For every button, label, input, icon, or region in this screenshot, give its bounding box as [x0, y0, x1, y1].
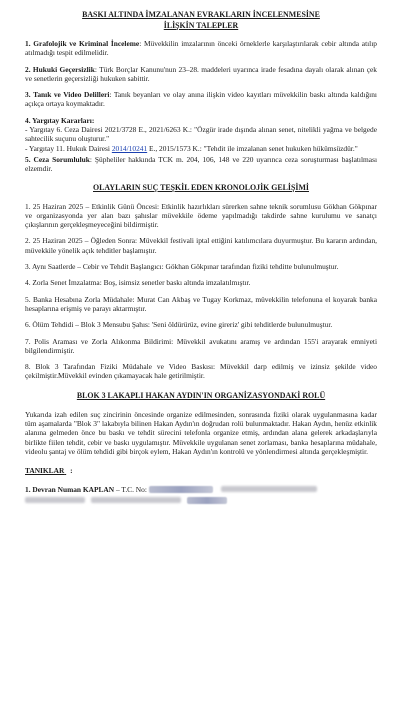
ceza-text: : Şüpheliler hakkında TCK m. 204, 106, 148 ve 220 uyarınca ceza soruşturması başlatılması elzemdir.: [25, 154, 377, 174]
request-label: Hukuki Geçersizlik: [32, 64, 95, 74]
yargitay-decision-2: [25, 144, 377, 153]
redacted-phone-number: [187, 497, 227, 504]
blurred-address-text: [91, 497, 181, 503]
blurred-address-text: [221, 486, 317, 492]
witnesses-colon: :: [70, 466, 73, 476]
decision-2-suffix: E., 2015/1573 K.: "Tehdit ile imzalanan senet hukuken hükümsüzdür.": [147, 143, 358, 153]
document-title: [25, 10, 377, 31]
section-title-role: BLOK 3 LAKAPLI HAKAN AYDIN'IN ORGANİZASYONDAKİ ROLÜ: [76, 390, 326, 400]
title-line-2: İLİŞKİN TALEPLER: [163, 20, 239, 30]
title-line-1: BASKI ALTINDA İMZALANAN EVRAKLARIN İNCELENMESİNE: [82, 10, 320, 19]
request-item-5: [25, 155, 377, 174]
request-item-4: [25, 116, 377, 153]
event-item-5: 5. Banka Hesabına Zorla Müdahale: Murat Can Akbaş ve Tugay Korkmaz, müvekkilin telefonuna el koyarak banka hesaplarına erişmiş ve parayı aktarmıştır.: [25, 294, 377, 313]
event-item-4: 4. Zorla Senet İmzalatma: Boş, isimsiz senetler baskı altında imzalatılmıştır.: [25, 278, 251, 288]
event-item-3: 3. Aynı Saatlerde – Cebir ve Tehdit Başlangıcı: Gökhan Gökpınar tarafından fiziki tehditte bulunulmuştur.: [25, 262, 339, 272]
request-item-2: [25, 65, 377, 84]
decision-2-link[interactable]: 2014/10241: [111, 143, 148, 153]
witness-1-name: 1. Devran Numan KAPLAN: [25, 484, 115, 494]
request-item-3: [25, 90, 377, 109]
witness-1-continuation: [25, 496, 377, 505]
request-number: 3.: [25, 90, 31, 100]
event-item-8: 8. Blok 3 Tarafından Fiziki Müdahale ve Video Baskısı: Müvekkil darp edilmiş ve izinsiz şekilde video çekilmiştir.Müvekkil evinden çıkamayacak hale getirilmiştir.: [25, 362, 377, 381]
event-item-7: 7. Polis Araması ve Zorla Alıkonma Bildirimi: Müvekkil avukatını aramış ve ardından 155'i arayarak emniyeti bilgilendirmiştir.: [25, 336, 377, 355]
request-label: Grafolojik ve Kriminal İnceleme: [33, 39, 140, 48]
request-label: Tanık ve Video Delilleri: [33, 90, 110, 100]
request-text: : Türk Borçlar Kanunu'nun 23–28. maddeleri uyarınca irade fesadına dayalı olarak alınan çek ve senetlerin geçersizliği hukuken sabittir.: [25, 64, 377, 83]
request-number: 2.: [25, 64, 31, 74]
blurred-address-text: [25, 497, 85, 503]
role-paragraph: Yukarıda izah edilen suç zincirinin öncesinde organize edilmesinden, sonrasında fiziki olarak uygulanmasına kadar tüm aşamalarda "Blok 3" lakabıyla bilinen Hakan Aydın'ın doğrudan rolü bulunmaktadır. Hakan Aydın, henüz etkinlik alanına gelmeden önce bu baskı ve tehdit sürecini telefonla organize etmiş, ardından alana gelerek arkadaşlarıyla birlikte fiilen tehdit, cebir ve baskı uygulamıştır. Müvekkile uygulanan senet zorlaması, banka hesaplarına müdahale, videolu şantaj ve ölüm tehdidi gibi birçok eylem, Hakan Aydın'ın kontrolü ve yönlendirmesi altında gerçekleşmiştir.: [25, 409, 377, 456]
section-title-chronology: OLAYLARIN SUÇ TEŞKİL EDEN KRONOLOJİK GELİŞİMİ: [93, 182, 309, 192]
event-item-2: 2. 25 Haziran 2025 – Öğleden Sonra: Müvekkil festivali iptal ettiğini katılımcılara duyurmuştur. Bu kararın ardından, müvekkile yönelik açık tehditler başlamıştır.: [25, 236, 377, 255]
witness-1-tc-label: – T.C. No:: [114, 484, 149, 494]
witnesses-title: TANIKLAR: [25, 466, 65, 476]
document-page: [25, 10, 377, 505]
ceza-label: 5. Ceza Sorumluluk: [25, 154, 90, 164]
request-item-1: [25, 39, 377, 58]
request-number: 1.: [25, 39, 31, 48]
event-item-6: 6. Ölüm Tehdidi – Blok 3 Mensubu Şahıs: 'Seni öldürürüz, evine gireriz' gibi tehditlerde bulunulmuştur.: [25, 320, 333, 330]
event-item-1: 1. 25 Haziran 2025 – Etkinlik Günü Öncesi: Etkinlik hazırlıkları sürerken sahne teknik sorumlusu Gökhan Gökpınar ve organizasyonda yer alan bazı şahıslar müvekkile ödeme yapılmadığı takdirde sahne kurulumu ve sanatçı çıkışlarının gerçekleşmeyeceğini bildirmiştir.: [25, 201, 377, 230]
yargitay-label: 4. Yargıtay Kararları:: [25, 115, 95, 125]
yargitay-decision-1: - Yargıtay 6. Ceza Dairesi 2021/3728 E., 2021/6263 K.: "Özgür irade dışında alınan senet, nitelikli yağma ve belgede sahtecilik suçunu oluşturur.": [25, 125, 377, 144]
redacted-tc-number: [149, 486, 213, 493]
request-text: : Müvekkilin imzalarının önceki örneklerle karşılaştırılarak cebir altında atılıp atılmadığı tespit edilmelidir.: [25, 39, 377, 58]
request-text: : Tanık beyanları ve olay anına ilişkin video kayıtları müvekkilin baskı altında kaldığını açıkça ortaya koymaktadır.: [25, 90, 377, 109]
witness-1: [25, 485, 377, 494]
decision-2-prefix: - Yargıtay 11. Hukuk Dairesi: [25, 143, 112, 153]
witnesses-heading: [25, 466, 377, 475]
